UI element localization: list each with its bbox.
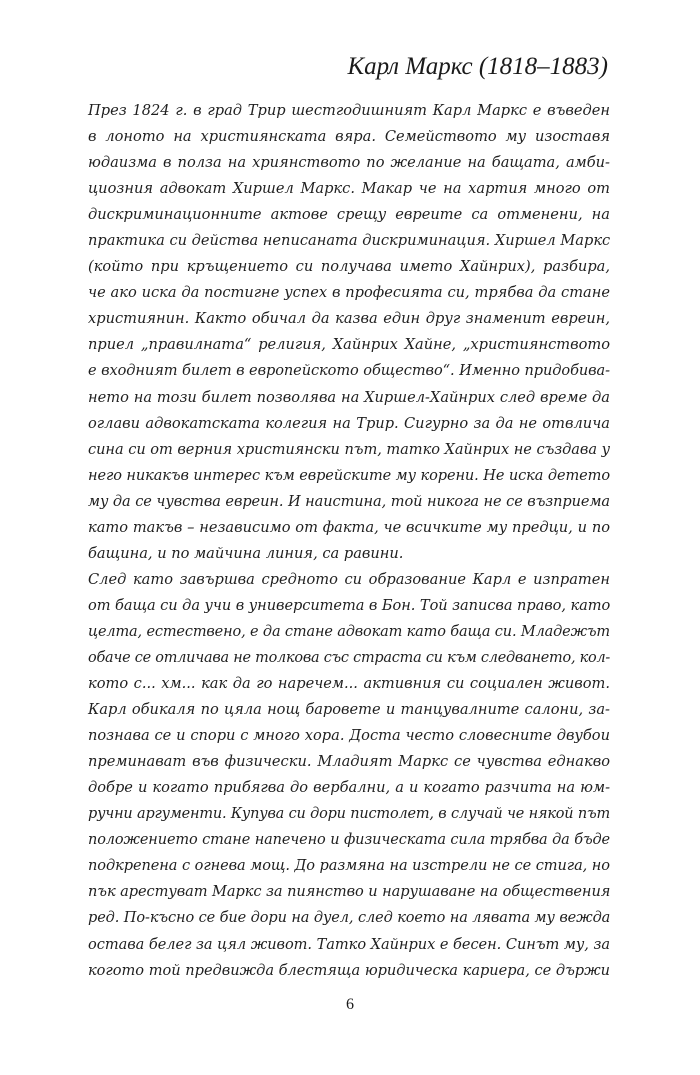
- text-line: ред. По-късно се бие дори на дуел, след което на лявата му вежда: [88, 910, 611, 927]
- text-line: циозния адвокат Хиршел Маркс. Макар че на хартия много от: [88, 180, 610, 198]
- text-line: остава белег за цял живот. Татко Хайнрих е бесен. Синът му, за: [88, 935, 610, 953]
- text-line: християнин. Както обичал да казва един друг знаменит евреин,: [88, 310, 610, 328]
- text-line: когото той предвижда блестяща юридическа кариера, се държи: [88, 961, 610, 979]
- page-number: 6: [346, 996, 354, 1013]
- text-line: положението стане напечено и физическата сила трябва да бъде: [88, 832, 610, 849]
- text-line: познава се и спори с много хора. Доста често словесните двубои: [88, 727, 610, 745]
- paragraph-1: [88, 98, 610, 567]
- text-line: в лоното на християнската вяра. Семейството му изоставя: [88, 128, 610, 146]
- text-line: практика си действа неписаната дискриминация. Хиршел Маркс: [88, 232, 611, 250]
- text-line: обаче се отличава не толкова със страста си към следването, кол-: [88, 649, 611, 666]
- text-line: от баща си да учи в университета в Бон. Той записва право, като: [88, 596, 611, 614]
- text-line: преминават във физически. Младият Маркс се чувства еднакво: [88, 753, 610, 771]
- text-line: (който при кръщението си получава името Хайнрих), разбира,: [88, 258, 610, 276]
- paragraph-2: [88, 567, 610, 984]
- text-line: като такъв – независимо от факта, че всичките му предци, и по: [88, 518, 610, 536]
- text-line: че ако иска да постигне успех в професията си, трябва да стане: [88, 284, 610, 302]
- text-line: кото с... хм... как да го наречем... активния си социален живот.: [88, 675, 610, 693]
- text-line: оглави адвокатската колегия на Трир. Сигурно за да не отвлича: [88, 414, 610, 432]
- body-text: [88, 98, 610, 984]
- text-line: През 1824 г. в град Трир шестгодишният Карл Маркс е въведен: [88, 102, 610, 119]
- text-line: След като завършва средното си образование Карл е изпратен: [88, 570, 610, 588]
- text-line: ручни аргументи. Купува си дори пистолет, в случай че някой път: [88, 806, 610, 823]
- text-line: целта, естествено, е да стане адвокат като баща си. Младежът: [88, 623, 610, 640]
- text-line: добре и когато прибягва до вербални, а и когато разчита на юм-: [88, 779, 610, 797]
- text-line: пък арестуват Маркс за пиянство и нарушаване на обществения: [88, 883, 611, 901]
- text-line: сина си от верния християнски път, татко Хайнрих не създава у: [88, 440, 610, 458]
- text-line: му да се чувства евреин. И наистина, той никога не се възприема: [88, 493, 610, 510]
- text-line: бащина, и по майчина линия, са равини.: [88, 544, 404, 562]
- page-heading: Карл Маркс (1818–1883): [347, 53, 608, 80]
- text-line: е входният билет в европейското общество“. Именно придобива-: [88, 363, 610, 380]
- text-line: подкрепена с огнева мощ. До размяна на изстрели не се стига, но: [88, 858, 610, 875]
- text-line: дискриминационните актове срещу евреите са отменени, на: [88, 206, 610, 224]
- text-line: приел „правилната“ религия, Хайнрих Хайне, „християнството: [88, 336, 610, 354]
- text-line: Карл обикаля по цяла нощ баровете и танцувалните салони, за-: [88, 701, 610, 719]
- text-line: юдаизма в полза на хриянството по желание на бащата, амби-: [88, 154, 610, 172]
- text-line: нето на този билет позволява на Хиршел-Хайнрих след време да: [88, 388, 610, 406]
- text-line: него никакъв интерес към еврейските му корени. Не иска детето: [88, 467, 610, 484]
